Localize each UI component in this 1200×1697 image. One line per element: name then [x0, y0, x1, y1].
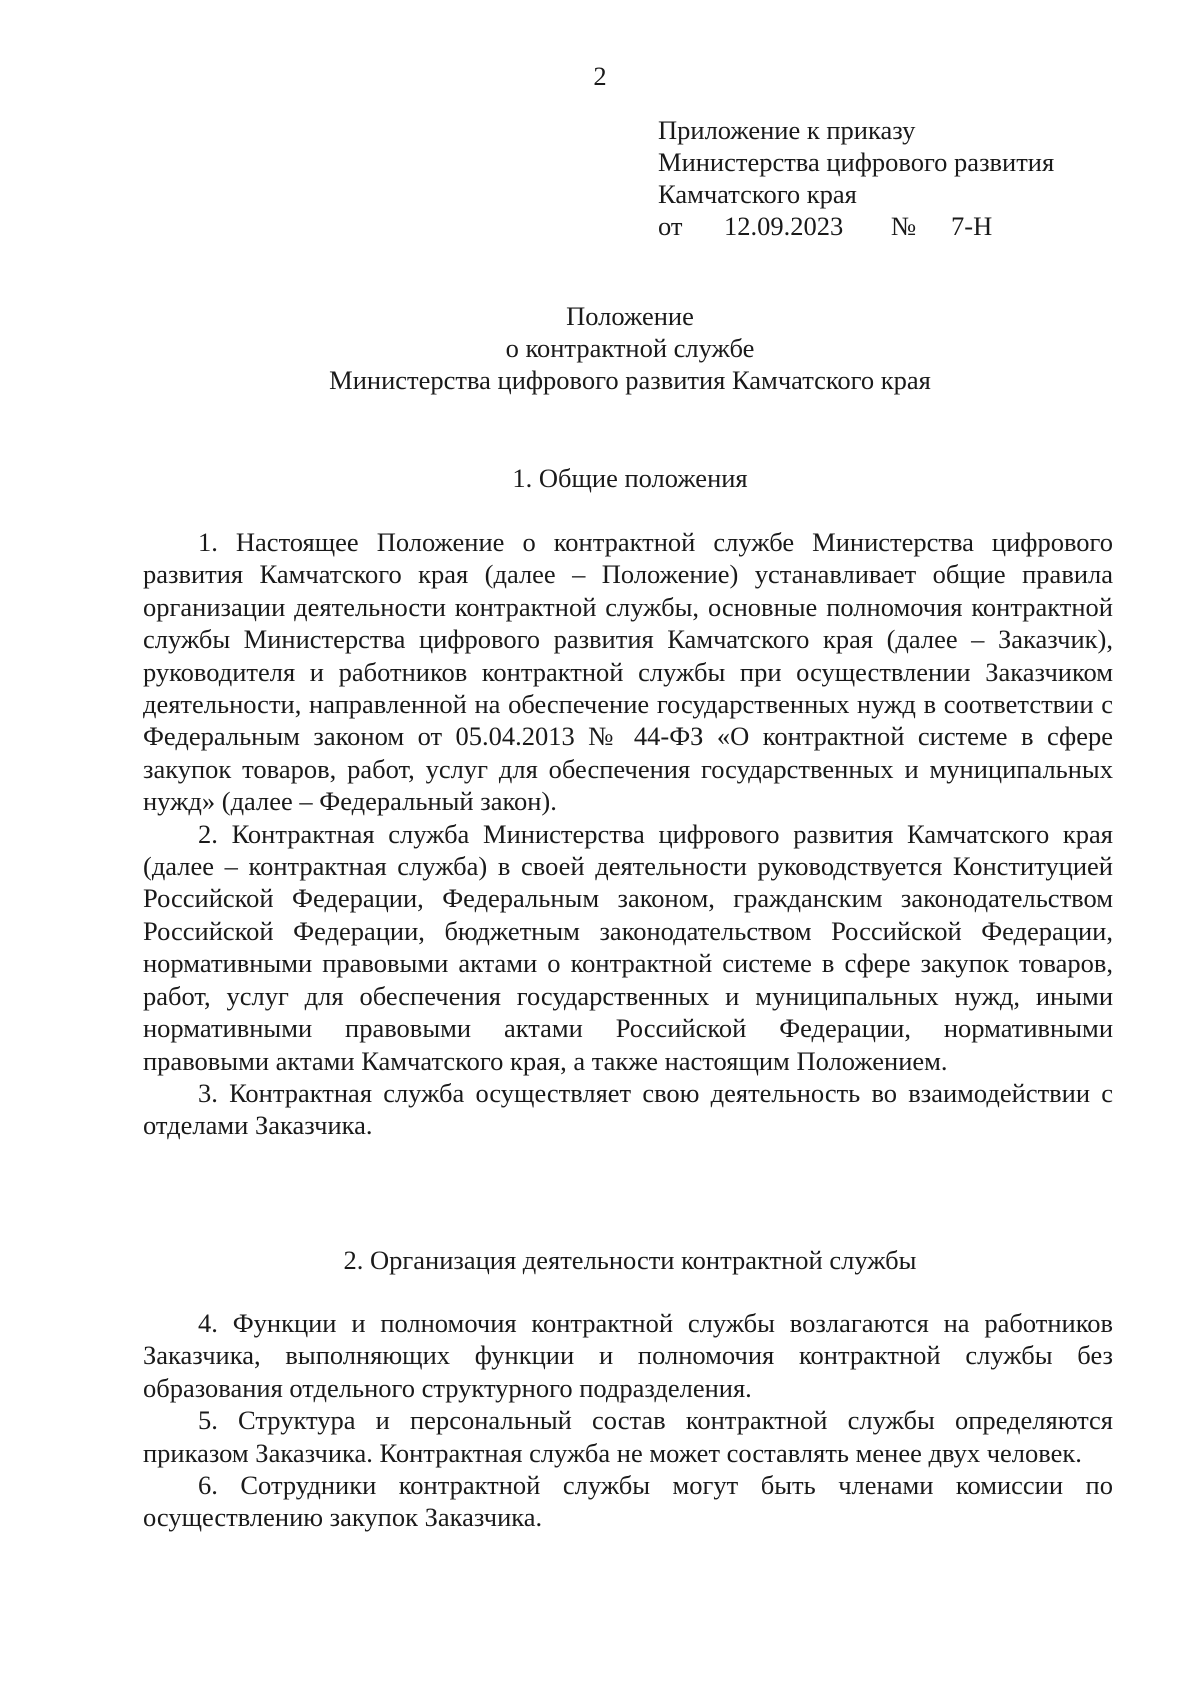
- section-1-heading: 1. Общие положения: [512, 463, 748, 493]
- paragraph-2: 2. Контрактная служба Министерства цифрового развития Камчатского края (далее – контрактная служба) в своей деятельности руководствуется Конституцией Российской Федерации, Федеральным законом, гражданским законодательством Российской Федерации, бюджетным законодательством Российской Федерации, нормативными правовыми актами о контрактной системе в сфере закупок товаров, работ, услуг для обеспечения государственных и муниципальных нужд, иными нормативными правовыми актами Российской Федерации, нормативными правовыми актами Камчатского края, а также настоящим Положением.: [143, 818, 1113, 1076]
- appendix-line-3: Камчатского края: [658, 179, 857, 209]
- appendix-line-2: Министерства цифрового развития: [658, 147, 1055, 177]
- appendix-date-line: [658, 210, 1054, 242]
- document-title: [0, 300, 1200, 396]
- section-2-body: [143, 1307, 1113, 1534]
- paragraph-3: 3. Контрактная служба осуществляет свою деятельность во взаимодействии с отделами Заказчика.: [143, 1077, 1113, 1141]
- appendix-date-prefix: от: [658, 211, 683, 241]
- appendix-header: [658, 114, 1054, 242]
- document-title-line-3: Министерства цифрового развития Камчатского края: [329, 365, 931, 395]
- paragraph-5: 5. Структура и персональный состав контрактной службы определяются приказом Заказчика. Контрактная служба не может составлять менее двух человек.: [143, 1405, 1113, 1468]
- section-2-heading: 2. Организация деятельности контрактной службы: [343, 1245, 917, 1275]
- section-1-body: [143, 526, 1113, 1142]
- appendix-number-sign: №: [891, 211, 917, 241]
- paragraph-6: 6. Сотрудники контрактной службы могут быть членами комиссии по осуществлению закупок Заказчика.: [143, 1470, 1113, 1533]
- document-title-line-2: о контрактной службе: [505, 333, 755, 363]
- document-title-line-1: Положение: [566, 301, 694, 331]
- appendix-line-1: Приложение к приказу: [658, 115, 916, 145]
- appendix-date: 12.09.2023: [724, 211, 844, 241]
- paragraph-1: 1. Настоящее Положение о контрактной службе Министерства цифрового развития Камчатского края (далее – Положение) устанавливает общие правила организации деятельности контрактной службы, основные полномочия контрактной службы Министерства цифрового развития Камчатского края (далее – Заказчик), руководителя и работников контрактной службы при осуществлении Заказчиком деятельности, направленной на обеспечение государственных нужд в соответствии с Федеральным законом от 05.04.2013 № 44-ФЗ «О контрактной системе в сфере закупок товаров, работ, услуг для обеспечения государственных и муниципальных нужд» (далее – Федеральный закон).: [143, 527, 1113, 817]
- page-number: 2: [593, 61, 607, 91]
- paragraph-4: 4. Функции и полномочия контрактной службы возлагаются на работников Заказчика, выполняющих функции и полномочия контрактной службы без образования отдельного структурного подразделения.: [143, 1308, 1113, 1403]
- appendix-number: 7-Н: [951, 211, 993, 241]
